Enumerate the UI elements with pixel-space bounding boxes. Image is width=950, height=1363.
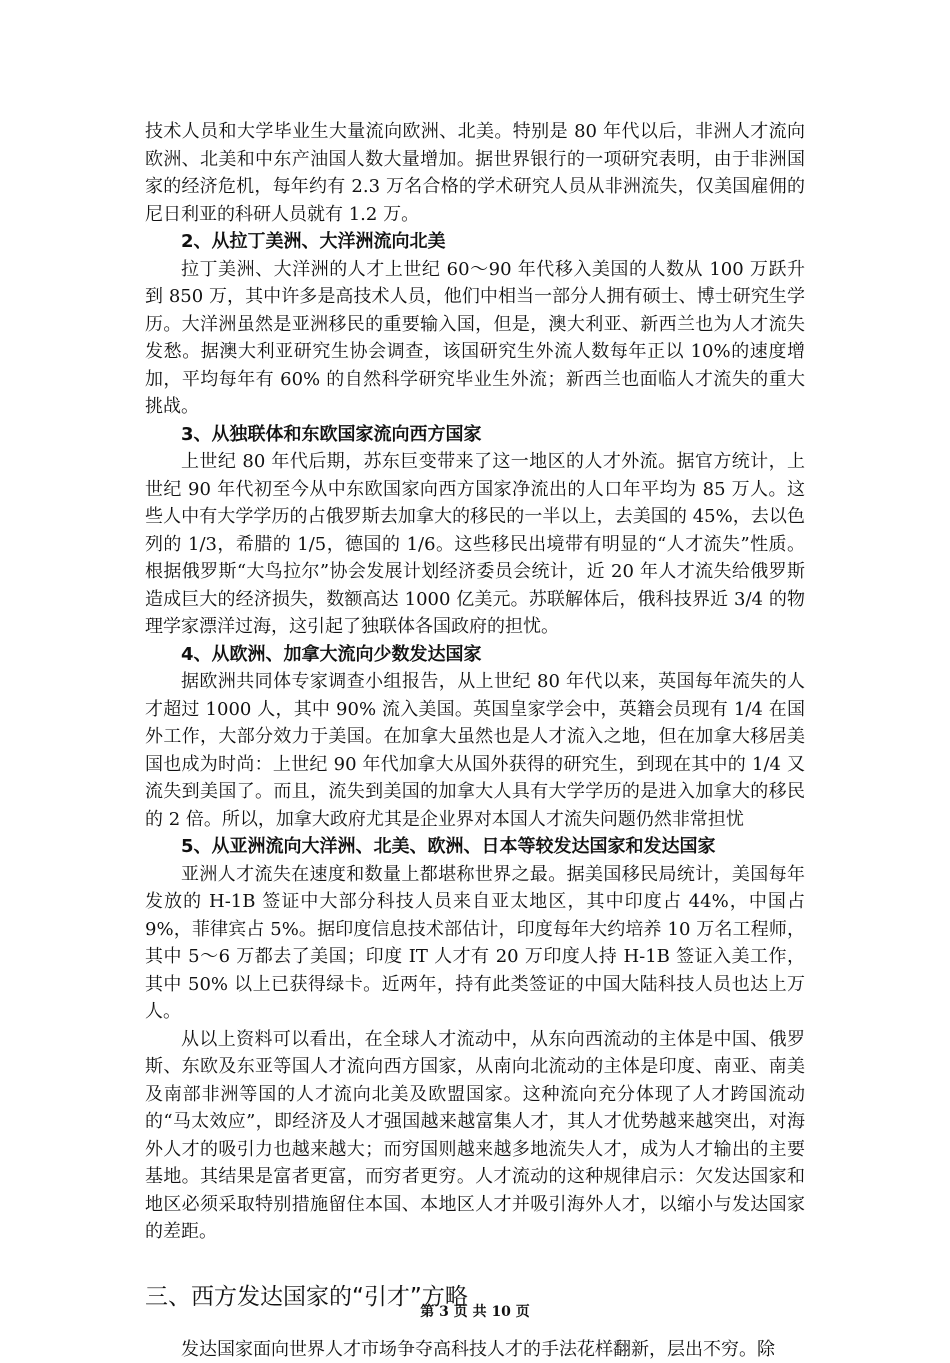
paragraph-latin-america: 拉丁美洲、大洋洲的人才上世纪 60～90 年代移入美国的人数从 100 万跃升到 850 万，其中许多是高技术人员，他们中相当一部分人拥有硕士、博士研究生学历。大洋洲虽然是亚洲移民的重要输入国，但是，澳大利亚、新西兰也为人才流失发愁。据澳大利亚研究生协会调查，该国研究生外流人数每年正以 10%的速度增加，平均每年有 60% 的自然科学研究毕业生外流；新西兰也面临人才流失的重大挑战。 [145,256,805,421]
paragraph-cis-eastern-europe: 上世纪 80 年代后期，苏东巨变带来了这一地区的人才外流。据官方统计，上世纪 90 年代初至今从中东欧国家向西方国家净流出的人口年平均为 85 万人。这些人中有大学学历的占俄罗斯去加拿大的移民的一半以上，去美国的 45%，去以色列的 1/3，希腊的 1/5，德国的 1/6。这些移民出境带有明显的“人才流失”性质。根据俄罗斯“大鸟拉尔”协会发展计划经济委员会统计，近 20 年人才流失给俄罗斯造成巨大的经济损失，数额高达 1000 亿美元。苏联解体后，俄科技界近 3/4 的物理学家漂洋过海，这引起了独联体各国政府的担忧。 [145,448,805,641]
paragraph-africa-continued: 技术人员和大学毕业生大量流向欧洲、北美。特别是 80 年代以后，非洲人才流向欧洲、北美和中东产油国人数大量增加。据世界银行的一项研究表明，由于非洲国家的经济危机，每年约有 2.3 万名合格的学术研究人员从非洲流失，仅美国雇佣的尼日利亚的科研人员就有 1.2 万。 [145,118,805,228]
paragraph-section-intro: 发达国家面向世界人才市场争夺高科技人才的手法花样翻新，层出不穷。除 [145,1336,805,1363]
subheading-cis-eastern-europe: 3、从独联体和东欧国家流向西方国家 [145,421,805,449]
page-number-footer: 第 3 页 共 10 页 [0,1301,950,1321]
paragraph-europe-canada: 据欧洲共同体专家调查小组报告，从上世纪 80 年代以来，英国每年流失的人才超过 1000 人，其中 90% 流入美国。英国皇家学会中，英籍会员现有 1/4 在国外工作，大部分效力于美国。在加拿大虽然也是人才流入之地，但在加拿大移居美国也成为时尚：上世纪 90 年代加拿大从国外获得的研究生，到现在其中的 1/4 又流失到美国了。而且，流失到美国的加拿大人具有大学学历的是进入加拿大的移民的 2 倍。所以，加拿大政府尤其是企业界对本国人才流失问题仍然非常担忧 [145,668,805,833]
paragraph-summary: 从以上资料可以看出，在全球人才流动中，从东向西流动的主体是中国、俄罗斯、东欧及东亚等国人才流向西方国家，从南向北流动的主体是印度、南亚、南美及南部非洲等国的人才流向北美及欧盟国家。这种流向充分体现了人才跨国流动的“马太效应”，即经济及人才强国越来越富集人才，其人才优势越来越突出，对海外人才的吸引力也越来越大；而穷国则越来越多地流失人才，成为人才输出的主要基地。其结果是富者更富，而穷者更穷。人才流动的这种规律启示：欠发达国家和地区必须采取特别措施留住本国、本地区人才并吸引海外人才，以缩小与发达国家的差距。 [145,1026,805,1246]
paragraph-asia: 亚洲人才流失在速度和数量上都堪称世界之最。据美国移民局统计，美国每年发放的 H-1B 签证中大部分科技人员来自亚太地区，其中印度占 44%，中国占 9%，菲律宾占 5%。据印度信息技术部估计，印度每年大约培养 10 万名工程师，其中 5～6 万都去了美国；印度 IT 人才有 20 万印度人持 H-1B 签证入美工作，其中 50% 以上已获得绿卡。近两年，持有此类签证的中国大陆科技人员也达上万人。 [145,861,805,1026]
subheading-asia: 5、从亚洲流向大洋洲、北美、欧洲、日本等较发达国家和发达国家 [145,833,805,861]
subheading-europe-canada: 4、从欧洲、加拿大流向少数发达国家 [145,641,805,669]
document-body [145,118,805,1363]
section-title: 三、西方发达国家的“引才”方略 [145,1282,805,1312]
subheading-latin-america: 2、从拉丁美洲、大洋洲流向北美 [145,228,805,256]
